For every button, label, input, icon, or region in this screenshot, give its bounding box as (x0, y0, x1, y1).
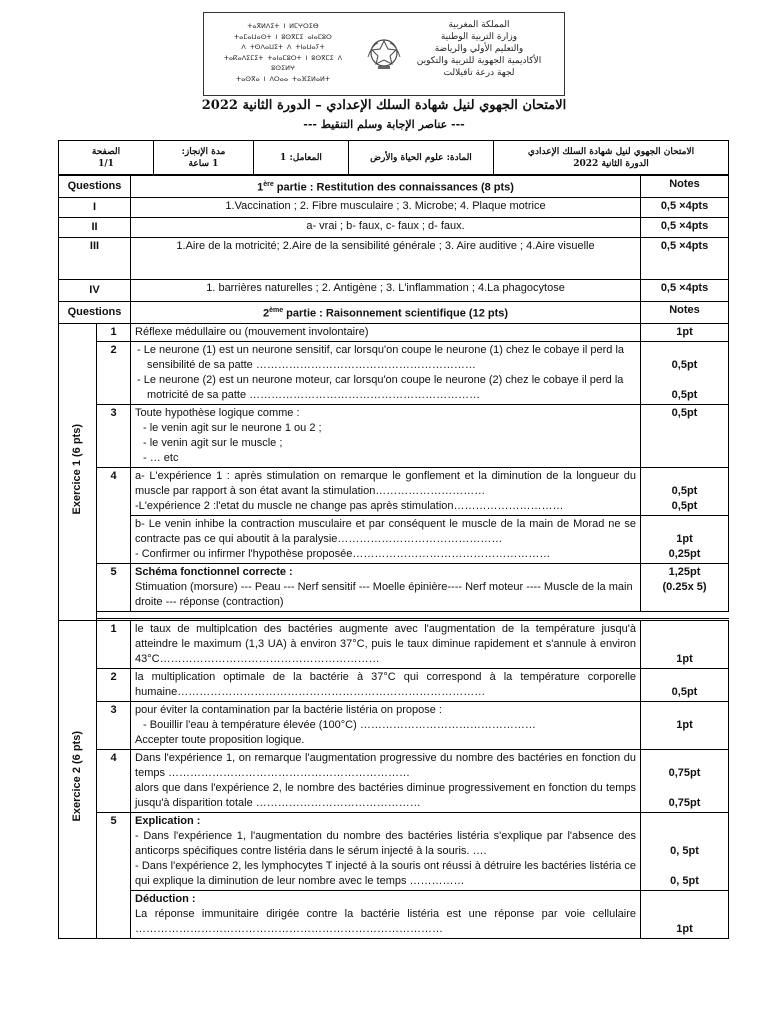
score-note-2: 0, 5pt (670, 874, 699, 887)
duration-value: 1 ساعة (188, 158, 219, 169)
part-ordinal: ère (263, 181, 274, 188)
tifinagh-line: ⵜⴰⴽⴰⴷⵉⵎⵉⵜ ⵜⴰⵏⴰⵎⵓⵔⵜ ⵏ ⵓⵙⴳⵎⵉ ⴷ ⵓⵙⵉⵍⵖ (223, 53, 343, 72)
question-number: 1 (97, 323, 131, 341)
table-row (59, 668, 729, 701)
answer-text: 1. barrières naturelles ; 2. Antigène ; 3. L'inflammation ; 4.La phagocytose (131, 279, 641, 301)
tifinagh-line: ⵜⴰⴳⵍⴷⵉⵜ ⵏ ⵍⵎⵖⵔⵉⴱ (247, 22, 319, 30)
answer-intro: pour éviter la contamination par la bactérie listéria on propose : (135, 703, 442, 716)
answer-title: Schéma fonctionnel correcte : (135, 565, 293, 578)
score-note-1: 0,75pt (668, 766, 701, 779)
score-note (641, 467, 729, 515)
tifinagh-line: ⴷ ⵜⵙⴷⴰⵡⵉⵜ ⴷ ⵜⵏⴰⵡⴰⵢⵜ (241, 43, 325, 51)
question-number: 1 (97, 620, 131, 668)
score-note: 0,5 ×4pts (641, 237, 729, 279)
answer-text (131, 341, 641, 404)
answer-text: Réflexe médullaire ou (mouvement involontaire) (131, 323, 641, 341)
answer-line: -L'expérience 2 :l'etat du muscle ne change pas après stimulation………………………… (135, 499, 564, 512)
table-row (59, 563, 729, 611)
answer-item: - Bouillir l'eau à température élevée (100°C) ………………………………………… (143, 718, 536, 731)
part-ordinal: ème (269, 306, 284, 314)
answer-item: - le venin agit sur le neurone 1 ou 2 ; (143, 421, 322, 434)
question-number: 4 (97, 467, 131, 563)
arabic-line: الأكاديمية الجهوية للتربية والتكوين (416, 56, 542, 66)
answer-text (131, 467, 641, 515)
notes-header: Notes (641, 301, 729, 323)
score-note: 0,5 ×4pts (641, 197, 729, 217)
answer-text (131, 563, 641, 611)
score-note (641, 749, 729, 812)
score-note-1: 0, 5pt (670, 844, 699, 857)
answer-title: Explication : (135, 814, 201, 827)
score-note (641, 341, 729, 404)
answer-text (131, 812, 641, 890)
table-row (59, 237, 729, 279)
exam-name: الامتحان الجهوي لنيل شهادة السلك الإعدادي (527, 146, 695, 157)
exam-subtitle: --- عناصر الإجابة وسلم التنقيط --- (303, 118, 465, 131)
score-note-2: 0,5pt (671, 388, 698, 401)
exercise1-label-cell (59, 323, 97, 620)
question-number: 2 (97, 668, 131, 701)
question-number: 3 (97, 701, 131, 749)
part-number: 2 (262, 307, 270, 320)
table-row (59, 749, 729, 812)
answer-item: - le venin agit sur le muscle ; (143, 436, 283, 449)
answer-intro: Toute hypothèse logique comme : (135, 406, 300, 419)
table-row (59, 217, 729, 237)
answer-text (131, 890, 641, 938)
answer-title: Déduction : (135, 892, 196, 905)
questions-header: Questions (59, 301, 131, 323)
score-note (641, 563, 729, 611)
question-number: IV (59, 279, 131, 301)
arabic-institution-name (404, 19, 554, 79)
table-row (59, 620, 729, 668)
arabic-line: والتعليم الأولي والرياضة (434, 44, 524, 54)
question-number: 3 (97, 404, 131, 467)
score-note: 0,5pt (641, 668, 729, 701)
tifinagh-line: ⵜⴰⵎⴰⵡⴰⵙⵜ ⵏ ⵓⵙⴳⵎⵉ ⴰⵏⴰⵎⵓⵔ (234, 32, 332, 41)
answer-line: - Dans l'expérience 1, l'augmentation du nombre des bactéries listéria s'explique par l'absence des anticorps spécifiques contre listéria dans le sérum injecté à la souris. …. (135, 829, 637, 857)
arabic-line: لجهة درعة تافيلالت (443, 68, 515, 78)
question-number: II (59, 217, 131, 237)
questions-header: Questions (59, 176, 131, 198)
arabic-line: المملكة المغربية (448, 20, 510, 30)
exercise2-label-cell (59, 620, 97, 938)
answer-key-table (58, 175, 729, 939)
exam-info-table (58, 140, 729, 175)
table-row (59, 890, 729, 938)
answer-line: - Le neurone (2) est un neurone moteur, car lorsqu'on coupe le neurone (2) chez le cobaye il perd la motricité de sa patte ……………………………………………………… (137, 373, 624, 401)
score-note-1: 0,5pt (671, 358, 698, 371)
answer-text (131, 404, 641, 467)
exercise2-label: Exercice 2 (6 pts) (71, 731, 83, 822)
question-number: 2 (97, 341, 131, 404)
exam-name-cell (494, 141, 729, 175)
score-note: 1pt (641, 701, 729, 749)
score-note (641, 515, 729, 563)
table-row (59, 341, 729, 404)
answer-outro: Accepter toute proposition logique. (135, 733, 305, 746)
table-row (59, 323, 729, 341)
exam-title: الامتحان الجهوي لنيل شهادة السلك الإعدادي – الدورة الثانية 2022 (201, 98, 567, 113)
part2-title (131, 301, 641, 323)
score-note: 1pt (641, 890, 729, 938)
question-number: 5 (97, 812, 131, 938)
duration-cell (154, 141, 254, 175)
score-note-1: 1pt (676, 532, 693, 545)
score-note: 0,5 ×4pts (641, 217, 729, 237)
question-number: 4 (97, 749, 131, 812)
answer-item: - … etc (143, 451, 179, 464)
table-row (59, 279, 729, 301)
answer-line: b- Le venin inhibe la contraction musculaire et par conséquent le muscle de la main de Morad ne se contracte pas ce qui aboutit à la paralysie……………………………………… (135, 517, 637, 545)
table-row (59, 701, 729, 749)
part1-header-row (59, 176, 729, 198)
coefficient-cell: المعامل: 1 (254, 141, 349, 175)
score-note-1: 0,5pt (671, 484, 698, 497)
score-note (641, 812, 729, 890)
question-number: III (59, 237, 131, 279)
score-note-2: 0,5pt (671, 499, 698, 512)
answer-line: alors que dans l'expérience 2, le nombre des bactéries diminue progressivement en fonction du temps jusqu'à disparition totale ……………………………………… (135, 781, 637, 809)
answer-line: - Confirmer ou infirmer l'hypothèse proposée……………………………………………… (135, 547, 551, 560)
part-title-text: partie : Raisonnement scientifique (12 pts) (283, 307, 509, 320)
page-cell (59, 141, 154, 175)
table-row (59, 197, 729, 217)
notes-header: Notes (641, 176, 729, 198)
score-note: 0,5 ×4pts (641, 279, 729, 301)
tifinagh-institution-name (218, 21, 348, 84)
duration-label: مدة الإنجاز: (181, 146, 226, 157)
subject-cell: المادة: علوم الحياة والأرض (349, 141, 494, 175)
question-number: I (59, 197, 131, 217)
spacer-row (59, 611, 729, 618)
answer-text: la multiplication optimale de la bactérie à 37°C qui correspond à la température corporelle humaine………………………………………………………………………… (131, 668, 641, 701)
score-note-2: (0.25x 5) (662, 580, 707, 593)
answer-text: 1.Vaccination ; 2. Fibre musculaire ; 3. Microbe; 4. Plaque motrice (131, 197, 641, 217)
institution-header-box (203, 12, 565, 96)
arabic-line: وزارة التربية الوطنية (440, 32, 518, 42)
answer-text (131, 701, 641, 749)
part-title-text: partie : Restitution des connaissances (8 pts) (273, 181, 514, 194)
table-row (59, 404, 729, 467)
page-label: الصفحة (91, 146, 121, 157)
answer-text: le taux de multiplcation des bactéries augmente avec l'augmentation de la température jusqu'à atteindre le maximum (1,3 UA) à environ 37°C, puis le taux diminue rapidement et s'annule à environ 43°C…………………………………………………… (131, 620, 641, 668)
part-number: 1 (257, 181, 264, 194)
exam-session: الدورة الثانية 2022 (573, 158, 649, 169)
score-note: 1pt (641, 323, 729, 341)
answer-text (131, 515, 641, 563)
score-note-2: 0,25pt (668, 547, 701, 560)
score-note: 0,5pt (641, 404, 729, 467)
table-row (59, 515, 729, 563)
kingdom-emblem-icon (364, 33, 404, 73)
answer-text: 1.Aire de la motricité; 2.Aire de la sensibilité générale ; 3. Aire auditive ; 4.Aire visuelle (131, 237, 641, 279)
tifinagh-line: ⵜⴰⵙⴳⴰ ⵏ ⴷⵔⴰⴰ ⵜⴰⴼⵉⵍⴰⵍⵜ (236, 74, 330, 83)
score-note-1: 1,25pt (668, 565, 701, 578)
page-value: 1/1 (98, 158, 114, 169)
answer-text: a- vrai ; b- faux, c- faux ; d- faux. (131, 217, 641, 237)
question-number: 5 (97, 563, 131, 611)
part1-title (131, 176, 641, 198)
answer-line: - Le neurone (1) est un neurone sensitif, car lorsqu'on coupe le neurone (1) chez le cobaye il perd la sensibilité de sa patte …………………………………………………… (137, 343, 625, 371)
answer-line: - Dans l'expérience 2, les lymphocytes T injecté à la souris ont réussi à détruire les bactéries listéria ce qui explique la diminution de leur nombre avec le temps …………… (135, 859, 637, 887)
answer-line: a- L'expérience 1 : après stimulation on remarque le gonflement et la diminution de la longueur du muscle par rapport à son état avant la stimulation………………………… (135, 469, 637, 497)
part2-header-row (59, 301, 729, 323)
answer-line: La réponse immunitaire dirigée contre la bactérie listéria est une réponse par voie cellulaire ………………………………………………………………………… (135, 907, 637, 935)
exercise1-label: Exercice 1 (6 pts) (71, 423, 83, 515)
answer-line: Stimuation (morsure) --- Peau --- Nerf sensitif --- Moelle épinière---- Nerf moteur ---- Muscle de la main droite --- réponse (contraction) (135, 580, 633, 608)
answer-text (131, 749, 641, 812)
answer-line: Dans l'expérience 1, on remarque l'augmentation progressive du nombre des bactéries en fonction du temps ………………………………………………………… (135, 751, 637, 779)
table-row (59, 467, 729, 515)
table-row (59, 812, 729, 890)
score-note-2: 0,75pt (668, 796, 701, 809)
score-note: 1pt (641, 620, 729, 668)
